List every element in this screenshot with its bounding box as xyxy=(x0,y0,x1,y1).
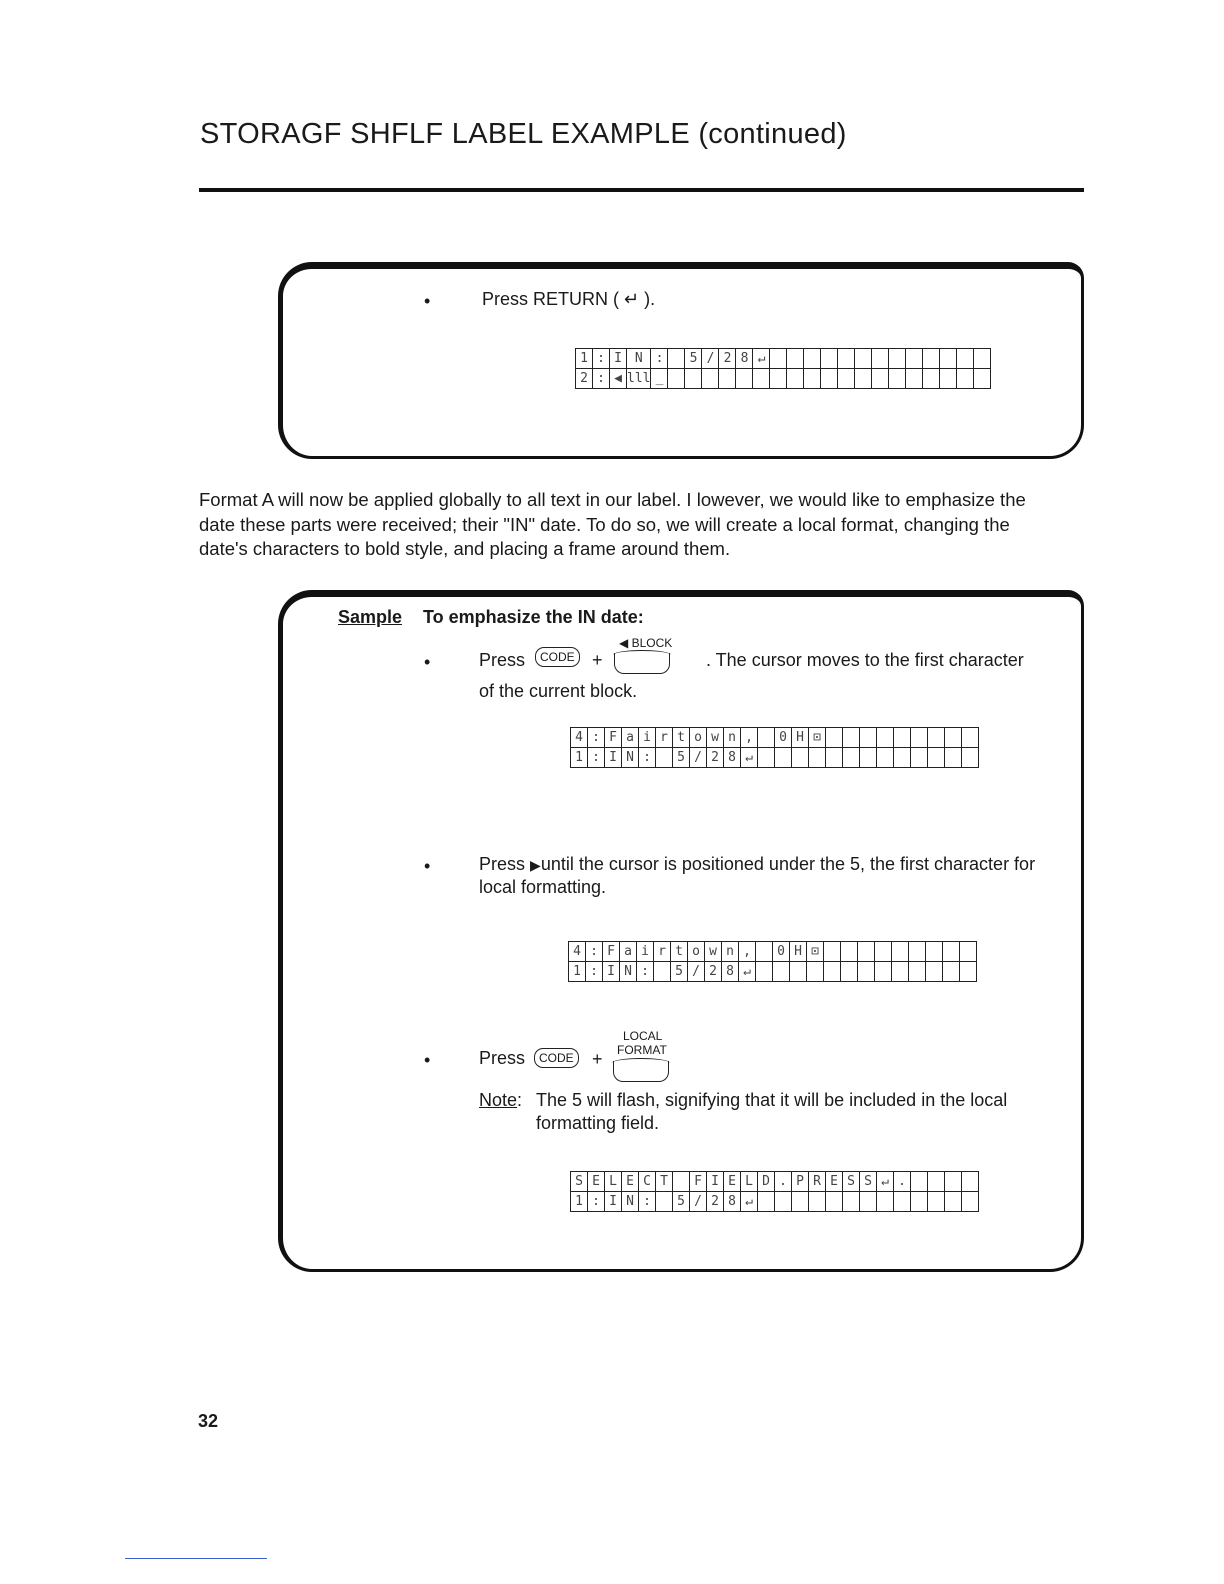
lcd-cell xyxy=(877,748,894,768)
lcd-cell xyxy=(821,369,838,389)
footer-line xyxy=(125,1558,267,1559)
lcd-cell xyxy=(957,369,974,389)
lcd-display-1 xyxy=(575,348,991,389)
lcd-cell xyxy=(858,942,875,962)
bullet: • xyxy=(424,652,431,672)
lcd-cell: L xyxy=(741,1172,758,1192)
lcd-cell: : xyxy=(586,962,603,982)
lcd-row xyxy=(576,369,991,389)
lcd-cell: N xyxy=(620,962,637,982)
lcd-cell: : xyxy=(651,349,668,369)
lcd-cell: t xyxy=(673,728,690,748)
lcd-cell: : xyxy=(593,369,610,389)
lcd-cell: 4 xyxy=(571,728,588,748)
lcd-cell xyxy=(875,942,892,962)
lcd-cell: / xyxy=(702,349,719,369)
press-label: Press xyxy=(479,854,526,874)
lcd-cell: 8 xyxy=(722,962,739,982)
lcd-row xyxy=(576,349,991,369)
lcd-cell xyxy=(928,1192,945,1212)
lcd-cell xyxy=(807,962,824,982)
lcd-display-3 xyxy=(568,941,977,982)
bullet: • xyxy=(424,1050,431,1070)
lcd-cell xyxy=(945,748,962,768)
return-instruction-end: ). xyxy=(644,289,656,309)
note-label-wrap xyxy=(479,1090,522,1111)
return-instruction xyxy=(482,289,655,310)
lcd-cell xyxy=(892,962,909,982)
lcd-cell xyxy=(838,349,855,369)
lcd-cell: E xyxy=(826,1172,843,1192)
lcd-cell: : xyxy=(639,748,656,768)
lcd-display-2 xyxy=(570,727,979,768)
lcd-cell: H xyxy=(790,942,807,962)
lcd-cell: 5 xyxy=(685,349,702,369)
lcd-cell xyxy=(928,748,945,768)
code-key-icon: CODE xyxy=(535,647,580,667)
lcd-cell: 2 xyxy=(707,748,724,768)
lcd-cell xyxy=(960,962,977,982)
lcd-cell xyxy=(719,369,736,389)
lcd-cell xyxy=(926,942,943,962)
lcd-cell: . xyxy=(894,1172,911,1192)
lcd-cell: ↵ xyxy=(741,1192,758,1212)
lcd-cell: H xyxy=(792,728,809,748)
lcd-cell: ◀ xyxy=(610,369,627,389)
lcd-cell xyxy=(843,748,860,768)
lcd-cell xyxy=(872,349,889,369)
lcd-cell: o xyxy=(690,728,707,748)
lcd-cell: : xyxy=(586,942,603,962)
return-instruction-text: Press RETURN ( xyxy=(482,289,620,309)
bullet: • xyxy=(424,856,431,876)
lcd-cell: 0 xyxy=(775,728,792,748)
lcd-cell: 2 xyxy=(707,1192,724,1212)
lcd-cell xyxy=(736,369,753,389)
lcd-cell xyxy=(911,1172,928,1192)
lcd-cell: E xyxy=(724,1172,741,1192)
lcd-cell: N xyxy=(622,1192,639,1212)
lcd-cell: : xyxy=(588,1192,605,1212)
lcd-cell: S xyxy=(571,1172,588,1192)
lcd-cell xyxy=(668,369,685,389)
page-title: STORAGF SHFLF LABEL EXAMPLE (continued) xyxy=(200,118,847,150)
step1-text: . The cursor moves to the first character xyxy=(706,650,1024,670)
lcd-cell xyxy=(940,349,957,369)
lcd-cell xyxy=(911,728,928,748)
lcd-cell xyxy=(758,1192,775,1212)
lcd-cell: : xyxy=(593,349,610,369)
lcd-cell xyxy=(906,349,923,369)
lcd-cell xyxy=(877,1192,894,1212)
lcd-cell xyxy=(945,728,962,748)
lcd-cell: ↵ xyxy=(753,349,770,369)
lcd-cell: 8 xyxy=(736,349,753,369)
lcd-cell: : xyxy=(588,728,605,748)
lcd-cell: i xyxy=(639,728,656,748)
lcd-cell xyxy=(906,369,923,389)
lcd-cell xyxy=(843,1192,860,1212)
lcd-cell xyxy=(843,728,860,748)
lcd-cell: a xyxy=(620,942,637,962)
lcd-cell: : xyxy=(637,962,654,982)
lcd-cell xyxy=(928,1172,945,1192)
lcd-cell xyxy=(911,1192,928,1212)
lcd-cell xyxy=(758,748,775,768)
lcd-cell: N xyxy=(627,349,651,369)
lcd-cell xyxy=(841,962,858,982)
lcd-cell xyxy=(962,1192,979,1212)
lcd-cell: I xyxy=(603,962,620,982)
lcd-cell xyxy=(654,962,671,982)
lcd-cell: I xyxy=(605,1192,622,1212)
lcd-cell xyxy=(804,369,821,389)
lcd-row xyxy=(571,1192,979,1212)
lcd-cell xyxy=(826,748,843,768)
lcd-cell xyxy=(928,728,945,748)
lcd-cell xyxy=(923,369,940,389)
lcd-cell: n xyxy=(722,942,739,962)
lcd-cell xyxy=(855,349,872,369)
press-label: Press xyxy=(479,1048,526,1068)
lcd-cell: S xyxy=(860,1172,877,1192)
lcd-cell: / xyxy=(690,748,707,768)
lcd-cell xyxy=(909,942,926,962)
lcd-cell: i xyxy=(637,942,654,962)
paragraph-line: date these parts were received; their "IN" date. To do so, we will create a local format, changing the xyxy=(199,513,1010,535)
lcd-cell: / xyxy=(688,962,705,982)
lcd-cell: 4 xyxy=(569,942,586,962)
lcd-cell: 8 xyxy=(724,1192,741,1212)
sample-label: Sample xyxy=(338,607,403,627)
lcd-cell xyxy=(894,728,911,748)
lcd-cell xyxy=(860,748,877,768)
lcd-cell: D xyxy=(758,1172,775,1192)
title-rule xyxy=(199,188,1084,192)
lcd-cell xyxy=(943,942,960,962)
lcd-cell: r xyxy=(654,942,671,962)
lcd-cell: I xyxy=(605,748,622,768)
block-key-icon xyxy=(614,653,670,674)
lcd-cell xyxy=(775,748,792,768)
plus-sign: + xyxy=(592,1049,603,1069)
lcd-cell xyxy=(668,349,685,369)
lcd-cell xyxy=(841,942,858,962)
lcd-cell xyxy=(926,962,943,982)
lcd-cell xyxy=(945,1192,962,1212)
lcd-cell xyxy=(773,962,790,982)
block-key-caption: ◀ BLOCK xyxy=(619,636,673,650)
lcd-cell xyxy=(892,942,909,962)
lcd-cell xyxy=(787,349,804,369)
lcd-cell xyxy=(889,369,906,389)
lcd-cell xyxy=(894,748,911,768)
lcd-cell: n xyxy=(724,728,741,748)
lcd-cell xyxy=(824,962,841,982)
lcd-cell: t xyxy=(671,942,688,962)
lcd-cell xyxy=(809,748,826,768)
lcd-cell xyxy=(804,349,821,369)
lcd-cell: 1 xyxy=(576,349,593,369)
lcd-cell: 1 xyxy=(569,962,586,982)
lcd-cell: r xyxy=(656,728,673,748)
lcd-cell: T xyxy=(656,1172,673,1192)
lcd-cell: . xyxy=(775,1172,792,1192)
lcd-cell xyxy=(877,728,894,748)
lcd-cell xyxy=(775,1192,792,1212)
lcd-cell xyxy=(792,748,809,768)
lcd-cell: 1 xyxy=(571,1192,588,1212)
explanation-paragraph xyxy=(199,488,1089,562)
lcd-cell xyxy=(875,962,892,982)
lcd-cell xyxy=(860,728,877,748)
lcd-cell: a xyxy=(622,728,639,748)
lcd-cell: 1 xyxy=(571,748,588,768)
lcd-cell: , xyxy=(741,728,758,748)
lcd-cell xyxy=(872,369,889,389)
lcd-row xyxy=(569,962,977,982)
lcd-cell xyxy=(790,962,807,982)
lcd-row xyxy=(571,728,979,748)
lcd-cell xyxy=(770,369,787,389)
return-key-icon: ↵ xyxy=(624,289,640,309)
lcd-cell xyxy=(809,1192,826,1212)
lcd-cell: w xyxy=(707,728,724,748)
lcd-cell: _ xyxy=(651,369,668,389)
lcd-cell: : xyxy=(588,748,605,768)
lcd-cell: 2 xyxy=(576,369,593,389)
paragraph-line: date's characters to bold style, and placing a frame around them. xyxy=(199,538,731,559)
lcd-cell xyxy=(821,349,838,369)
lcd-cell xyxy=(685,369,702,389)
lcd-cell: lll xyxy=(627,369,651,389)
lcd-cell: F xyxy=(603,942,620,962)
lcd-cell xyxy=(962,1172,979,1192)
step1-text-line2: of the current block. xyxy=(479,681,638,701)
lcd-cell xyxy=(792,1192,809,1212)
lcd-cell: ↵ xyxy=(877,1172,894,1192)
lcd-cell: o xyxy=(688,942,705,962)
lcd-cell: R xyxy=(809,1172,826,1192)
local-key-caption: LOCAL xyxy=(623,1029,663,1043)
lcd-cell xyxy=(787,369,804,389)
lcd-cell: C xyxy=(639,1172,656,1192)
lcd-cell xyxy=(974,349,991,369)
lcd-cell xyxy=(858,962,875,982)
lcd-row xyxy=(571,1172,979,1192)
note-colon: : xyxy=(517,1090,523,1110)
lcd-cell xyxy=(756,942,773,962)
lcd-cell: : xyxy=(639,1192,656,1212)
lcd-cell: I xyxy=(707,1172,724,1192)
lcd-cell xyxy=(962,728,979,748)
lcd-cell: F xyxy=(690,1172,707,1192)
lcd-cell xyxy=(889,349,906,369)
note-label: Note xyxy=(479,1090,518,1110)
lcd-row xyxy=(571,748,979,768)
lcd-display-4 xyxy=(570,1171,979,1212)
lcd-cell xyxy=(911,748,928,768)
code-key-icon: CODE xyxy=(534,1048,579,1068)
bullet: • xyxy=(424,291,431,311)
lcd-cell: 5 xyxy=(673,1192,690,1212)
local-format-key-icon xyxy=(613,1061,669,1082)
lcd-cell: P xyxy=(792,1172,809,1192)
lcd-cell xyxy=(945,1172,962,1192)
lcd-cell xyxy=(894,1192,911,1212)
lcd-cell xyxy=(656,748,673,768)
lcd-cell: 2 xyxy=(705,962,722,982)
lcd-cell xyxy=(855,369,872,389)
note-text: The 5 will flash, signifying that it will be included in the local xyxy=(536,1090,1008,1110)
lcd-cell: ⊡ xyxy=(807,942,824,962)
lcd-row xyxy=(569,942,977,962)
lcd-cell: E xyxy=(622,1172,639,1192)
press-label: Press xyxy=(479,650,526,670)
lcd-cell xyxy=(923,349,940,369)
format-key-caption: FORMAT xyxy=(617,1043,667,1057)
lcd-cell: 8 xyxy=(724,748,741,768)
lcd-cell xyxy=(957,349,974,369)
lcd-cell: S xyxy=(843,1172,860,1192)
lcd-cell: L xyxy=(605,1172,622,1192)
lcd-cell: / xyxy=(690,1192,707,1212)
lcd-cell: 0 xyxy=(773,942,790,962)
lcd-cell xyxy=(770,349,787,369)
lcd-cell: ⊡ xyxy=(809,728,826,748)
lcd-cell xyxy=(702,369,719,389)
lcd-cell: I xyxy=(610,349,627,369)
note-text-line2: formatting field. xyxy=(536,1113,660,1133)
lcd-cell xyxy=(909,962,926,982)
lcd-cell xyxy=(753,369,770,389)
lcd-cell xyxy=(940,369,957,389)
lcd-cell: , xyxy=(739,942,756,962)
lcd-cell xyxy=(860,1192,877,1212)
lcd-cell xyxy=(838,369,855,389)
lcd-cell xyxy=(943,962,960,982)
lcd-cell: 5 xyxy=(671,962,688,982)
lcd-cell: 2 xyxy=(719,349,736,369)
lcd-cell xyxy=(826,728,843,748)
lcd-cell xyxy=(824,942,841,962)
plus-sign: + xyxy=(592,650,603,670)
sample-heading: To emphasize the IN date: xyxy=(423,607,644,627)
lcd-cell: ↵ xyxy=(739,962,756,982)
paragraph-line: Format A will now be applied globally to all text in our label. I lowever, we would like to emphasize the xyxy=(199,489,1026,510)
step2-text-line2: local formatting. xyxy=(479,877,607,897)
lcd-cell xyxy=(758,728,775,748)
lcd-cell xyxy=(974,369,991,389)
right-arrow-icon: ▶ xyxy=(530,857,541,873)
step2-text: until the cursor is positioned under the 5, the first character for xyxy=(540,854,1036,874)
lcd-cell: F xyxy=(605,728,622,748)
lcd-cell: w xyxy=(705,942,722,962)
lcd-cell xyxy=(756,962,773,982)
lcd-cell xyxy=(962,748,979,768)
step2-instruction xyxy=(479,854,1035,875)
lcd-cell: E xyxy=(588,1172,605,1192)
lcd-cell: 5 xyxy=(673,748,690,768)
page-number: 32 xyxy=(198,1411,219,1431)
sample-panel xyxy=(278,590,1084,1272)
lcd-cell xyxy=(826,1192,843,1212)
lcd-cell: N xyxy=(622,748,639,768)
lcd-cell xyxy=(673,1172,690,1192)
lcd-cell: ↵ xyxy=(741,748,758,768)
lcd-cell xyxy=(656,1192,673,1212)
lcd-cell xyxy=(960,942,977,962)
